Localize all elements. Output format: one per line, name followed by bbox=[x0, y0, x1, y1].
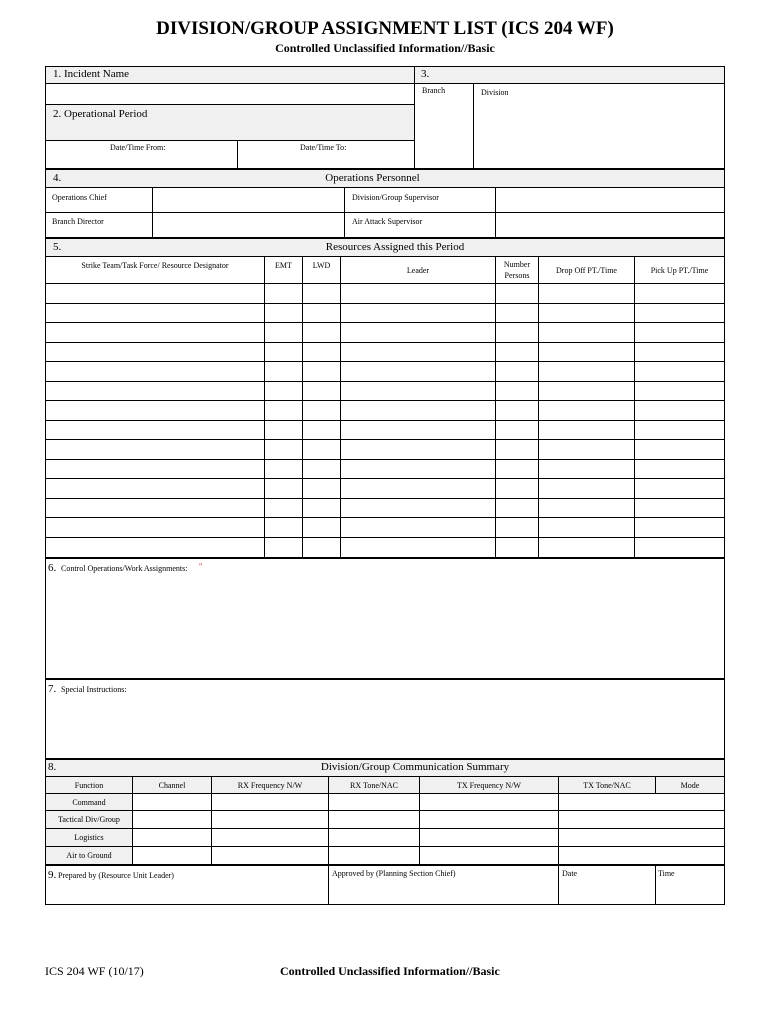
resource-cell[interactable] bbox=[303, 518, 340, 537]
prepared-by-field[interactable] bbox=[46, 882, 327, 904]
page-title: DIVISION/GROUP ASSIGNMENT LIST (ICS 204 WF) bbox=[156, 18, 614, 39]
resource-cell[interactable] bbox=[303, 382, 340, 401]
resource-cell[interactable] bbox=[46, 499, 264, 518]
resource-cell[interactable] bbox=[341, 460, 495, 479]
resource-cell[interactable] bbox=[341, 421, 495, 440]
resource-cell[interactable] bbox=[46, 362, 264, 381]
date-label: Date bbox=[562, 869, 578, 878]
comm-cell[interactable] bbox=[559, 811, 725, 828]
resource-cell[interactable] bbox=[46, 304, 264, 323]
resource-cell[interactable] bbox=[46, 401, 264, 420]
col-pick-up: Pick Up PT./Time bbox=[650, 266, 709, 275]
resource-cell[interactable] bbox=[46, 343, 264, 362]
resource-cell[interactable] bbox=[303, 538, 340, 557]
branch-director-label: Branch Director bbox=[52, 217, 104, 226]
resource-cell[interactable] bbox=[265, 421, 302, 440]
air-attack-supervisor-field[interactable] bbox=[496, 213, 724, 237]
form-id: ICS 204 WF (10/17) bbox=[45, 964, 144, 978]
date-time-from-field[interactable] bbox=[46, 153, 236, 168]
section7-number: 7. bbox=[48, 683, 57, 695]
resource-cell[interactable] bbox=[341, 499, 495, 518]
resource-cell[interactable] bbox=[539, 479, 634, 498]
col-number-line1: Number bbox=[503, 260, 531, 269]
date-time-to-field[interactable] bbox=[238, 153, 413, 168]
section5-number: 5. bbox=[53, 241, 62, 253]
approved-by-label: Approved by (Planning Section Chief) bbox=[332, 869, 456, 878]
operational-period-label: 2. Operational Period bbox=[53, 108, 148, 120]
date-field[interactable] bbox=[559, 882, 654, 904]
comm-cell[interactable] bbox=[420, 829, 558, 846]
comm-cell[interactable] bbox=[420, 794, 558, 810]
branch-director-field[interactable] bbox=[153, 213, 343, 237]
col-leader: Leader bbox=[406, 266, 430, 275]
comm-cell[interactable] bbox=[559, 829, 725, 846]
col-function: Function bbox=[74, 781, 104, 790]
row-tactical: Tactical Div/Group bbox=[58, 815, 120, 824]
resource-cell[interactable] bbox=[496, 304, 538, 323]
resource-cell[interactable] bbox=[539, 460, 634, 479]
resource-cell[interactable] bbox=[265, 460, 302, 479]
resource-cell[interactable] bbox=[635, 304, 725, 323]
resource-cell[interactable] bbox=[265, 382, 302, 401]
resource-cell[interactable] bbox=[303, 460, 340, 479]
resource-cell[interactable] bbox=[341, 284, 495, 303]
footer-classification: Controlled Unclassified Information//Basic bbox=[280, 964, 500, 978]
resource-cell[interactable] bbox=[496, 518, 538, 537]
resource-cell[interactable] bbox=[341, 479, 495, 498]
special-instructions-field[interactable] bbox=[46, 698, 724, 758]
resource-cell[interactable] bbox=[46, 538, 264, 557]
resource-cell[interactable] bbox=[635, 440, 725, 459]
resource-cell[interactable] bbox=[539, 382, 634, 401]
resource-cell[interactable] bbox=[265, 440, 302, 459]
resource-cell[interactable] bbox=[341, 362, 495, 381]
resource-cell[interactable] bbox=[539, 518, 634, 537]
resource-cell[interactable] bbox=[635, 460, 725, 479]
resource-cell[interactable] bbox=[341, 382, 495, 401]
comm-cell[interactable] bbox=[212, 794, 328, 810]
resource-cell[interactable] bbox=[496, 421, 538, 440]
division-group-supervisor-label: Division/Group Supervisor bbox=[352, 193, 439, 202]
control-operations-mark: " bbox=[199, 562, 203, 571]
col-tx-tone: TX Tone/NAC bbox=[583, 781, 631, 790]
resource-cell[interactable] bbox=[303, 362, 340, 381]
section9-number: 9. bbox=[48, 869, 57, 881]
operations-personnel-title: Operations Personnel bbox=[325, 172, 420, 184]
comm-cell[interactable] bbox=[559, 847, 725, 865]
date-time-from-label: Date/Time From: bbox=[110, 143, 166, 152]
col-rx-tone: RX Tone/NAC bbox=[350, 781, 398, 790]
resource-cell[interactable] bbox=[496, 362, 538, 381]
resource-cell[interactable] bbox=[303, 343, 340, 362]
resource-cell[interactable] bbox=[265, 401, 302, 420]
resource-cell[interactable] bbox=[303, 421, 340, 440]
division-label: Division bbox=[481, 88, 509, 97]
control-operations-field[interactable] bbox=[46, 577, 724, 678]
comm-cell[interactable] bbox=[212, 829, 328, 846]
resources-assigned-title: Resources Assigned this Period bbox=[325, 241, 465, 253]
resource-cell[interactable] bbox=[496, 382, 538, 401]
resource-cell[interactable] bbox=[265, 538, 302, 557]
resource-cell[interactable] bbox=[539, 284, 634, 303]
comm-cell[interactable] bbox=[329, 847, 419, 865]
section8-number: 8. bbox=[48, 761, 57, 773]
resource-cell[interactable] bbox=[46, 440, 264, 459]
comm-cell[interactable] bbox=[133, 829, 211, 846]
resource-cell[interactable] bbox=[46, 284, 264, 303]
resource-cell[interactable] bbox=[303, 323, 340, 342]
col-number-line2: Persons bbox=[504, 271, 530, 280]
comm-cell[interactable] bbox=[212, 847, 328, 865]
resource-cell[interactable] bbox=[341, 440, 495, 459]
resource-cell[interactable] bbox=[341, 401, 495, 420]
resource-cell[interactable] bbox=[341, 304, 495, 323]
section6-number: 6. bbox=[48, 562, 57, 574]
resource-cell[interactable] bbox=[303, 499, 340, 518]
comm-cell[interactable] bbox=[133, 847, 211, 865]
resource-cell[interactable] bbox=[265, 343, 302, 362]
resource-cell[interactable] bbox=[46, 518, 264, 537]
time-field[interactable] bbox=[656, 882, 724, 904]
resource-cell[interactable] bbox=[539, 362, 634, 381]
row-air-to-ground: Air to Ground bbox=[66, 851, 112, 860]
col-rx-frequency: RX Frequency N/W bbox=[237, 781, 303, 790]
prepared-by-label: Prepared by (Resource Unit Leader) bbox=[58, 871, 174, 880]
resource-cell[interactable] bbox=[539, 343, 634, 362]
special-instructions-label: Special Instructions: bbox=[61, 685, 127, 694]
col-channel: Channel bbox=[158, 781, 186, 790]
branch-field[interactable] bbox=[415, 96, 472, 168]
comm-cell[interactable] bbox=[420, 811, 558, 828]
resource-cell[interactable] bbox=[496, 479, 538, 498]
comm-cell[interactable] bbox=[329, 829, 419, 846]
resource-cell[interactable] bbox=[539, 401, 634, 420]
resource-cell[interactable] bbox=[46, 479, 264, 498]
page-subtitle: Controlled Unclassified Information//Basic bbox=[275, 41, 495, 55]
resource-cell[interactable] bbox=[635, 518, 725, 537]
resource-cell[interactable] bbox=[539, 538, 634, 557]
section3-label: 3. bbox=[421, 68, 430, 80]
incident-name-label: 1. Incident Name bbox=[53, 68, 130, 80]
resource-cell[interactable] bbox=[496, 343, 538, 362]
resource-cell[interactable] bbox=[496, 284, 538, 303]
control-operations-label: Control Operations/Work Assignments: bbox=[61, 564, 188, 573]
resource-cell[interactable] bbox=[635, 323, 725, 342]
col-emt: EMT bbox=[275, 261, 292, 270]
resource-cell[interactable] bbox=[496, 538, 538, 557]
comm-cell[interactable] bbox=[329, 811, 419, 828]
resource-cell[interactable] bbox=[265, 518, 302, 537]
resource-cell[interactable] bbox=[539, 323, 634, 342]
resource-cell[interactable] bbox=[265, 362, 302, 381]
resource-cell[interactable] bbox=[265, 499, 302, 518]
section4-number: 4. bbox=[53, 172, 62, 184]
col-tx-frequency: TX Frequency N/W bbox=[457, 781, 521, 790]
resource-cell[interactable] bbox=[341, 538, 495, 557]
resource-cell[interactable] bbox=[635, 479, 725, 498]
resource-cell[interactable] bbox=[341, 518, 495, 537]
air-attack-supervisor-label: Air Attack Supervisor bbox=[352, 217, 423, 226]
resource-cell[interactable] bbox=[635, 401, 725, 420]
resource-cell[interactable] bbox=[539, 421, 634, 440]
resource-cell[interactable] bbox=[341, 343, 495, 362]
resource-cell[interactable] bbox=[46, 460, 264, 479]
resource-cell[interactable] bbox=[496, 460, 538, 479]
section3-label-row bbox=[415, 67, 724, 83]
resource-cell[interactable] bbox=[496, 499, 538, 518]
resource-cell[interactable] bbox=[635, 538, 725, 557]
resource-cell[interactable] bbox=[635, 362, 725, 381]
comm-cell[interactable] bbox=[329, 794, 419, 810]
comm-cell[interactable] bbox=[559, 794, 725, 810]
resource-cell[interactable] bbox=[496, 440, 538, 459]
resource-cell[interactable] bbox=[265, 284, 302, 303]
resource-cell[interactable] bbox=[303, 284, 340, 303]
date-time-to-label: Date/Time To: bbox=[300, 143, 347, 152]
resource-cell[interactable] bbox=[635, 421, 725, 440]
comm-cell[interactable] bbox=[133, 811, 211, 828]
branch-label: Branch bbox=[422, 86, 446, 95]
resource-cell[interactable] bbox=[539, 440, 634, 459]
time-label: Time bbox=[658, 869, 675, 878]
resource-cell[interactable] bbox=[303, 401, 340, 420]
division-field[interactable] bbox=[474, 98, 724, 168]
resource-cell[interactable] bbox=[539, 499, 634, 518]
col-mode: Mode bbox=[680, 781, 700, 790]
row-logistics: Logistics bbox=[74, 833, 104, 842]
comm-cell[interactable] bbox=[133, 794, 211, 810]
resource-cell[interactable] bbox=[539, 304, 634, 323]
resource-cell[interactable] bbox=[635, 382, 725, 401]
resource-cell[interactable] bbox=[635, 343, 725, 362]
col-drop-off: Drop Off PT./Time bbox=[556, 266, 617, 275]
approved-by-field[interactable] bbox=[329, 882, 557, 904]
resource-cell[interactable] bbox=[303, 440, 340, 459]
resource-cell[interactable] bbox=[265, 323, 302, 342]
operations-chief-field[interactable] bbox=[153, 188, 343, 211]
comm-cell[interactable] bbox=[420, 847, 558, 865]
operations-chief-label: Operations Chief bbox=[52, 193, 107, 202]
incident-name-field[interactable] bbox=[46, 84, 414, 104]
comm-cell[interactable] bbox=[212, 811, 328, 828]
resource-cell[interactable] bbox=[635, 284, 725, 303]
row-command: Command bbox=[72, 798, 106, 807]
col-lwd: LWD bbox=[312, 261, 331, 270]
resource-cell[interactable] bbox=[46, 382, 264, 401]
resource-cell[interactable] bbox=[46, 421, 264, 440]
resource-cell[interactable] bbox=[303, 304, 340, 323]
resource-cell[interactable] bbox=[303, 479, 340, 498]
resource-cell[interactable] bbox=[341, 323, 495, 342]
resource-cell[interactable] bbox=[635, 499, 725, 518]
col-resource-designator: Strike Team/Task Force/ Resource Designator bbox=[81, 261, 229, 270]
resource-cell[interactable] bbox=[265, 304, 302, 323]
resource-cell[interactable] bbox=[265, 479, 302, 498]
resource-cell[interactable] bbox=[496, 323, 538, 342]
resource-cell[interactable] bbox=[46, 323, 264, 342]
resource-cell[interactable] bbox=[496, 401, 538, 420]
comm-summary-title: Division/Group Communication Summary bbox=[320, 761, 510, 773]
division-group-supervisor-field[interactable] bbox=[496, 188, 724, 211]
